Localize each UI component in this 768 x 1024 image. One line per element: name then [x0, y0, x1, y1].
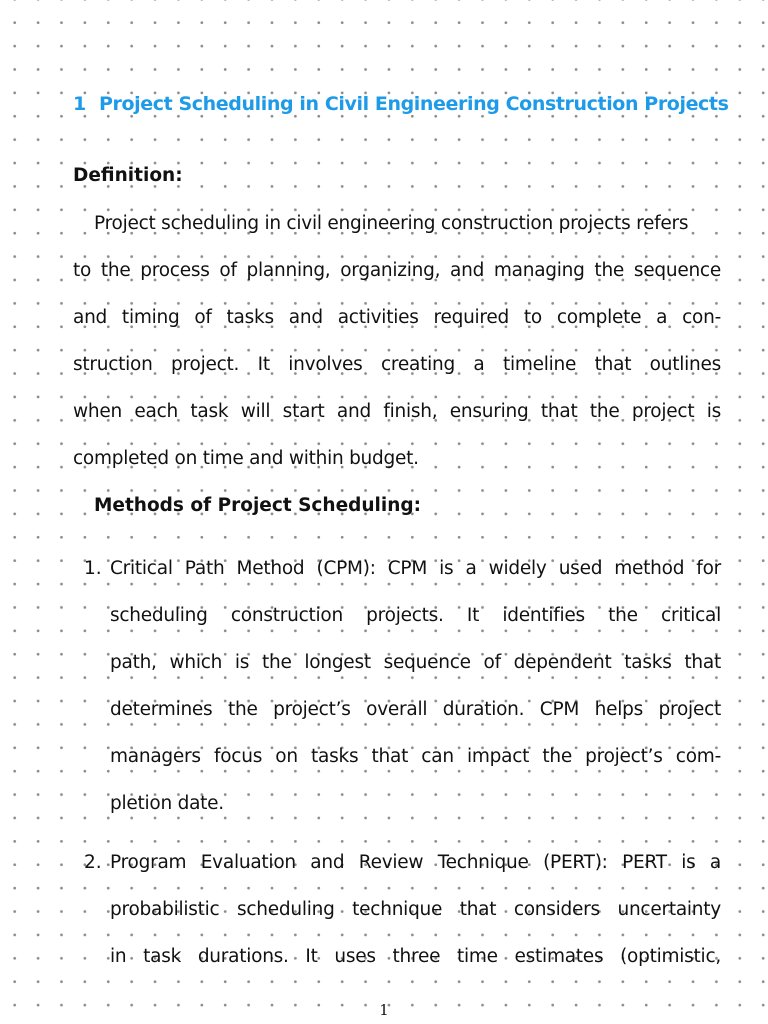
list-item-1-line-3: path, which is the longest sequence of dependent tasks that	[110, 652, 721, 673]
section-title	[73, 91, 763, 117]
definition-line-1: Project scheduling in civil engineering construction projects refers	[94, 213, 689, 234]
definition-line-6: completed on time and within budget.	[73, 448, 419, 469]
section-number: 1	[73, 93, 86, 115]
page-number: 1	[379, 1001, 389, 1019]
list-item-number: 2.	[84, 852, 102, 873]
list-item-1-line-2: scheduling construction projects. It identifies the critical	[110, 605, 721, 626]
definition-line-3: and timing of tasks and activities required to complete a con-	[73, 307, 721, 328]
list-item-2-line-1: Program Evaluation and Review Technique (PERT): PERT is a	[110, 852, 721, 873]
list-item-1-line-6: pletion date.	[110, 793, 224, 814]
section-title-text: Project Scheduling in Civil Engineering Construction Projects	[99, 93, 729, 115]
list-item-2-line-2: probabilistic scheduling technique that considers uncertainty	[110, 899, 721, 920]
definition-line-5: when each task will start and finish, ensuring that the project is	[73, 401, 721, 422]
list-item-1-line-5: managers focus on tasks that can impact the project’s com-	[110, 746, 721, 767]
list-item-1-line-4: determines the project’s overall duration. CPM helps project	[110, 699, 721, 720]
list-item-number: 1.	[84, 558, 102, 579]
methods-heading: Methods of Project Scheduling:	[94, 495, 422, 516]
definition-line-4: struction project. It involves creating a timeline that outlines	[73, 354, 721, 375]
definition-heading: Definition:	[73, 165, 183, 186]
definition-line-2: to the process of planning, organizing, and managing the sequence	[73, 260, 721, 281]
list-item-2-line-3: in task durations. It uses three time estimates (optimistic,	[110, 946, 721, 967]
list-item-1-line-1: Critical Path Method (CPM): CPM is a widely used method for	[110, 558, 721, 579]
